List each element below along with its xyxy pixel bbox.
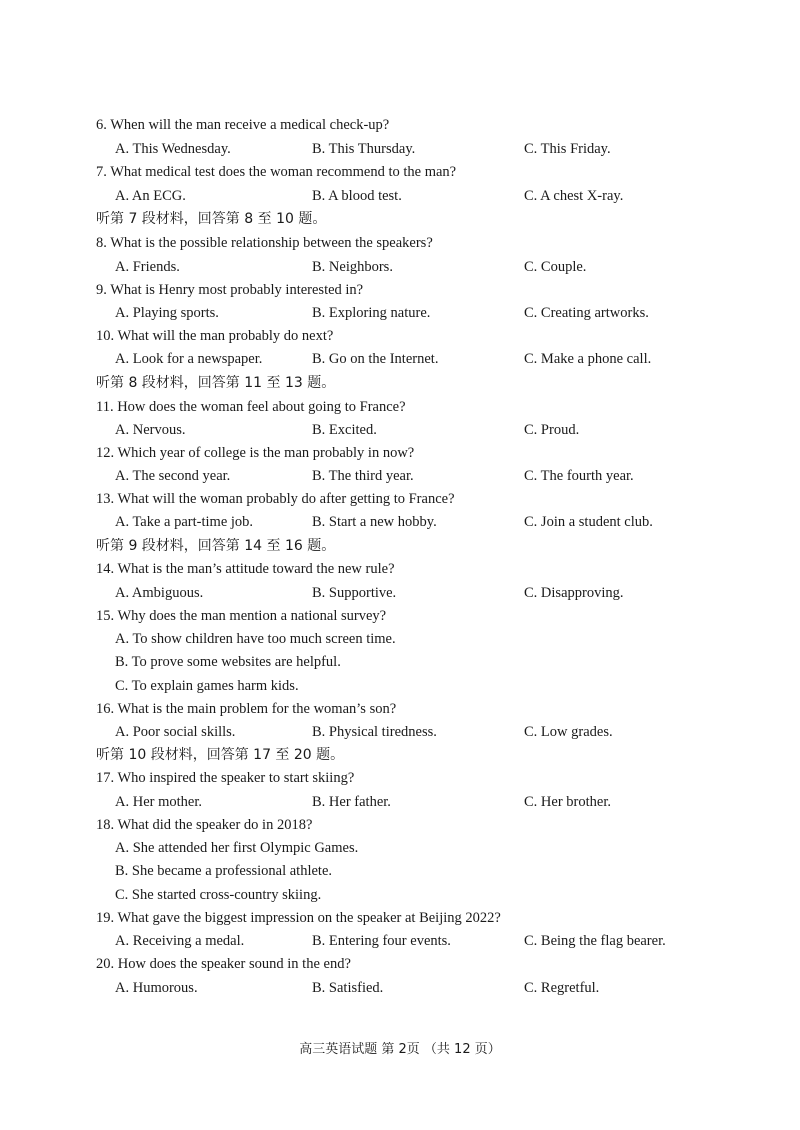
option-13b: B. Start a new hobby. <box>312 514 437 530</box>
question-7-options <box>0 185 800 207</box>
question-9-text: 9. What is Henry most probably interested in? <box>96 282 364 298</box>
option-19a: A. Receiving a medal. <box>115 933 245 949</box>
question-18-text: 18. What did the speaker do in 2018? <box>96 817 313 833</box>
option-16b: B. Physical tiredness. <box>312 724 437 740</box>
option-15a-line <box>0 628 800 650</box>
question-13-text: 13. What will the woman probably do after getting to France? <box>96 491 455 507</box>
section-header-10 <box>0 744 800 766</box>
option-15c-line <box>0 675 800 697</box>
option-18c-line <box>0 884 800 906</box>
question-11-text: 11. How does the woman feel about going to France? <box>96 399 406 415</box>
option-18b-line <box>0 860 800 882</box>
option-9a: A. Playing sports. <box>115 305 219 321</box>
option-8a: A. Friends. <box>115 259 180 275</box>
option-17b: B. Her father. <box>312 794 391 810</box>
option-6a: A. This Wednesday. <box>115 141 231 157</box>
question-16 <box>0 698 800 720</box>
question-10-options <box>0 348 800 370</box>
question-13-options <box>0 511 800 533</box>
question-12-text: 12. Which year of college is the man probably in now? <box>96 445 415 461</box>
option-15b: B. To prove some websites are helpful. <box>115 654 341 670</box>
option-18c: C. She started cross-country skiing. <box>115 887 322 903</box>
option-19b: B. Entering four events. <box>312 933 451 949</box>
option-18a-line <box>0 837 800 859</box>
question-19-options <box>0 930 800 952</box>
option-14c: C. Disapproving. <box>524 585 624 601</box>
option-20c: C. Regretful. <box>524 980 600 996</box>
question-7 <box>0 161 800 183</box>
question-7-text: 7. What medical test does the woman recommend to the man? <box>96 164 457 180</box>
question-20 <box>0 953 800 975</box>
question-14-text: 14. What is the man’s attitude toward the new rule? <box>96 561 395 577</box>
section-10-text: 听第 10 段材料，回答第 17 至 20 题。 <box>96 747 345 763</box>
question-12 <box>0 442 800 464</box>
option-7a: A. An ECG. <box>115 188 186 204</box>
option-13c: C. Join a student club. <box>524 514 653 530</box>
question-8-options <box>0 256 800 278</box>
section-header-8 <box>0 372 800 394</box>
option-12a: A. The second year. <box>115 468 231 484</box>
option-15a: A. To show children have too much screen time. <box>115 631 396 647</box>
option-10c: C. Make a phone call. <box>524 351 652 367</box>
option-15b-line <box>0 651 800 673</box>
question-9-options <box>0 302 800 324</box>
section-header-9 <box>0 535 800 557</box>
question-14 <box>0 558 800 580</box>
question-8-text: 8. What is the possible relationship between the speakers? <box>96 235 433 251</box>
question-18 <box>0 814 800 836</box>
question-16-options <box>0 721 800 743</box>
option-6c: C. This Friday. <box>524 141 611 157</box>
option-19c: C. Being the flag bearer. <box>524 933 666 949</box>
question-6-options <box>0 138 800 160</box>
question-16-text: 16. What is the main problem for the woman’s son? <box>96 701 397 717</box>
question-6 <box>0 114 800 136</box>
option-14b: B. Supportive. <box>312 585 397 601</box>
question-11-options <box>0 419 800 441</box>
option-20b: B. Satisfied. <box>312 980 384 996</box>
option-9b: B. Exploring nature. <box>312 305 431 321</box>
section-header-7 <box>0 208 800 230</box>
question-8 <box>0 232 800 254</box>
question-14-options <box>0 582 800 604</box>
question-20-options <box>0 977 800 999</box>
question-17 <box>0 767 800 789</box>
option-12c: C. The fourth year. <box>524 468 634 484</box>
option-9c: C. Creating artworks. <box>524 305 649 321</box>
question-13 <box>0 488 800 510</box>
option-18a: A. She attended her first Olympic Games. <box>115 840 359 856</box>
question-9 <box>0 279 800 301</box>
option-16c: C. Low grades. <box>524 724 613 740</box>
option-10a: A. Look for a newspaper. <box>115 351 263 367</box>
option-16a: A. Poor social skills. <box>115 724 236 740</box>
question-19 <box>0 907 800 929</box>
question-15-text: 15. Why does the man mention a national survey? <box>96 608 387 624</box>
option-18b: B. She became a professional athlete. <box>115 863 333 879</box>
page-footer: 高三英语试题 第 2页 （共 12 页） <box>299 1042 501 1057</box>
question-6-text: 6. When will the man receive a medical check-up? <box>96 117 390 133</box>
question-11 <box>0 396 800 418</box>
option-8b: B. Neighbors. <box>312 259 393 275</box>
option-15c: C. To explain games harm kids. <box>115 678 299 694</box>
question-20-text: 20. How does the speaker sound in the end? <box>96 956 351 972</box>
section-9-text: 听第 9 段材料，回答第 14 至 16 题。 <box>96 538 336 554</box>
question-12-options <box>0 465 800 487</box>
question-10 <box>0 325 800 347</box>
option-20a: A. Humorous. <box>115 980 198 996</box>
option-7b: B. A blood test. <box>312 188 402 204</box>
option-17c: C. Her brother. <box>524 794 611 810</box>
option-7c: C. A chest X-ray. <box>524 188 624 204</box>
option-11c: C. Proud. <box>524 422 580 438</box>
option-14a: A. Ambiguous. <box>115 585 204 601</box>
option-17a: A. Her mother. <box>115 794 202 810</box>
question-15 <box>0 605 800 627</box>
section-7-text: 听第 7 段材料，回答第 8 至 10 题。 <box>96 211 327 227</box>
option-11b: B. Excited. <box>312 422 377 438</box>
question-17-text: 17. Who inspired the speaker to start skiing? <box>96 770 355 786</box>
option-13a: A. Take a part-time job. <box>115 514 254 530</box>
question-17-options <box>0 791 800 813</box>
option-10b: B. Go on the Internet. <box>312 351 439 367</box>
question-19-text: 19. What gave the biggest impression on the speaker at Beijing 2022? <box>96 910 501 926</box>
option-11a: A. Nervous. <box>115 422 186 438</box>
question-10-text: 10. What will the man probably do next? <box>96 328 334 344</box>
option-8c: C. Couple. <box>524 259 587 275</box>
option-6b: B. This Thursday. <box>312 141 416 157</box>
section-8-text: 听第 8 段材料，回答第 11 至 13 题。 <box>96 375 336 391</box>
option-12b: B. The third year. <box>312 468 414 484</box>
